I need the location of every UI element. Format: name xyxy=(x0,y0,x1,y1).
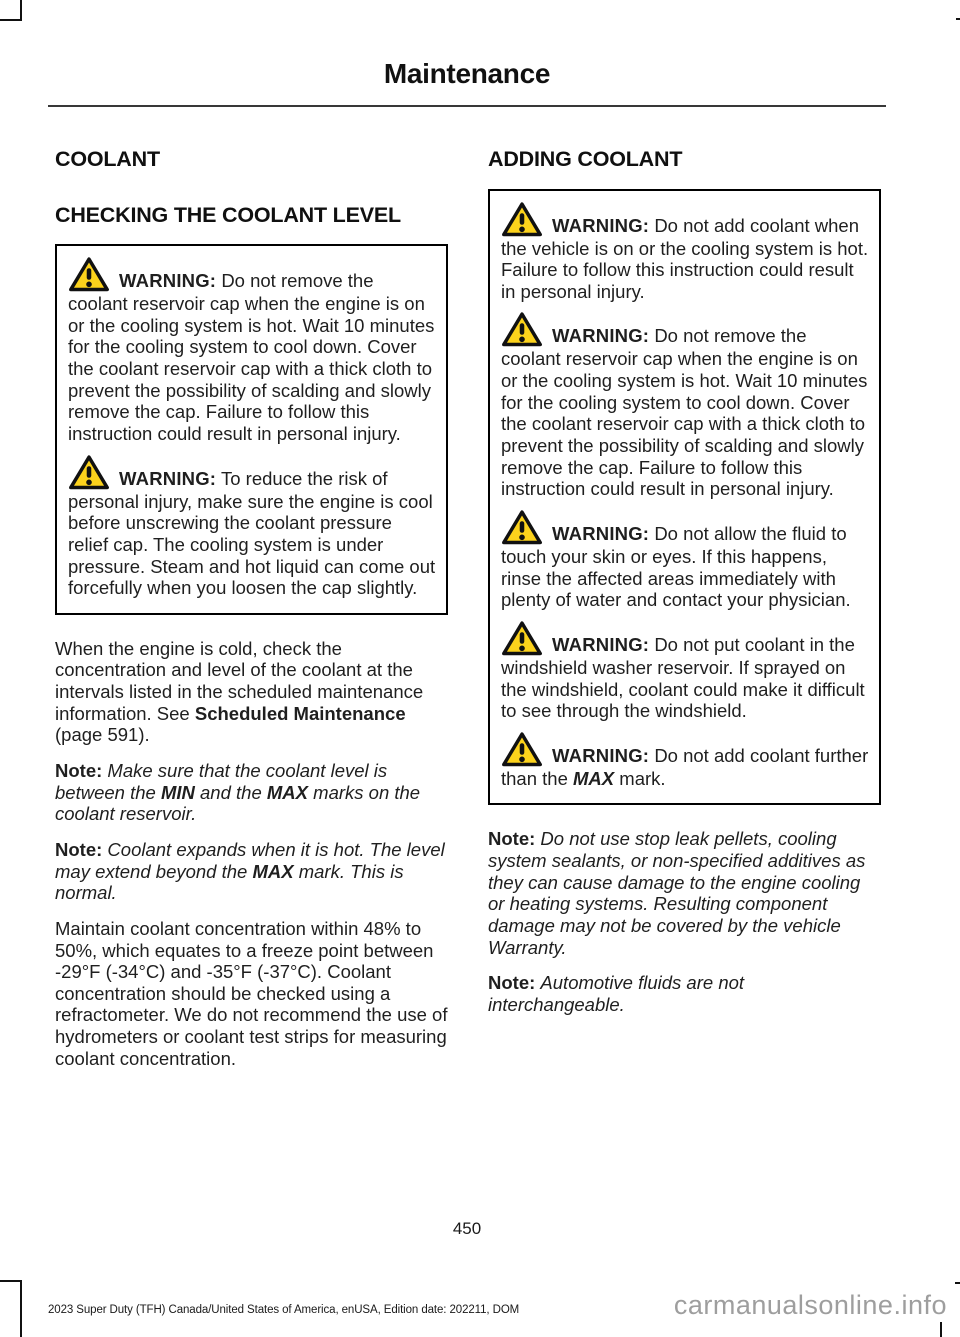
text-run: Coolant expands when it is hot. The level may extend beyond the xyxy=(55,838,445,882)
warning-triangle-icon xyxy=(68,256,110,293)
note xyxy=(488,972,881,1015)
text-run: Do not remove the coolant reservoir cap when the engine is on or the cooling system is hot. Wait 10 minutes for the cooling system to cool down. Cover the coolant reservoir cap with a thick cloth to prevent the possibility of scalding and slowly remove the cap. Failure to follow this instruction could result in personal injury. xyxy=(68,270,435,444)
text-run: MAX xyxy=(252,860,294,882)
note-label: Note: xyxy=(488,972,536,994)
warning-triangle-icon xyxy=(501,731,543,768)
warning-item xyxy=(501,311,869,499)
left-column xyxy=(55,148,448,1083)
text-run: To reduce the risk of personal injury, make sure the engine is cool before unscrewing the coolant pressure relief cap. The cooling system is under pressure. Steam and hot liquid can come out forcefully when you loosen the cap slightly. xyxy=(68,467,436,599)
warning-label: WARNING: xyxy=(119,467,217,489)
section-heading: COOLANT xyxy=(55,147,160,171)
text-run: Make sure that the coolant level is between the xyxy=(55,760,388,803)
warning-item xyxy=(501,509,869,611)
note-label: Note: xyxy=(55,760,103,782)
warning-label: WARNING: xyxy=(552,633,650,655)
text-run: MIN xyxy=(160,781,195,803)
text-run: mark. xyxy=(614,767,666,789)
warning-box xyxy=(55,244,448,615)
content-columns xyxy=(0,107,960,1083)
text-run: Do not add coolant when the vehicle is on or the cooling system is hot. Failure to follow this instruction could result in personal injury. xyxy=(501,214,869,302)
page-header xyxy=(0,0,960,107)
warning-label: WARNING: xyxy=(552,522,650,544)
warning-triangle-icon xyxy=(501,620,543,657)
text-run: Automotive fluids are not interchangeable. xyxy=(488,972,745,1015)
text-run: Do not allow the fluid to touch your skin or eyes. If this happens, rinse the affected areas immediately with plenty of water and contact your physician. xyxy=(501,522,851,611)
warning-item xyxy=(68,256,436,444)
paragraph xyxy=(55,918,448,1069)
warning-triangle-icon xyxy=(501,509,543,546)
note xyxy=(55,839,448,904)
paragraph xyxy=(55,638,448,746)
text-run: Do not remove the coolant reservoir cap when the engine is on or the cooling system is hot. Wait 10 minutes for the cooling system to cool down. Cover the coolant reservoir cap with a thick cloth to prevent the possibility of scalding and slowly remove the cap. Failure to follow this instruction could result in personal injury. xyxy=(501,325,868,500)
text-run: Do not add coolant further than the xyxy=(501,744,869,789)
warning-item xyxy=(501,731,869,790)
warning-label: WARNING: xyxy=(552,325,650,347)
note-label: Note: xyxy=(55,838,103,860)
text-run: mark. This is normal. xyxy=(55,860,404,904)
warning-triangle-icon xyxy=(68,454,110,491)
page-number: 450 xyxy=(452,1219,482,1238)
text-run: Scheduled Maintenance xyxy=(194,702,406,724)
text-run: MAX xyxy=(266,781,309,803)
crop-mark-top-right xyxy=(956,18,960,20)
warning-label: WARNING: xyxy=(552,214,650,236)
warning-item xyxy=(501,201,869,303)
footer-edition-line: 2023 Super Duty (TFH) Canada/United States of America, enUSA, Edition date: 202211, DOM xyxy=(48,1304,520,1316)
crop-mark-top-left xyxy=(0,0,22,21)
warning-label: WARNING: xyxy=(119,270,217,292)
text-run: Do not put coolant in the windshield washer reservoir. If sprayed on the windshield, coolant could make it difficult to see through the windshield. xyxy=(501,633,865,722)
warning-item xyxy=(501,620,869,722)
note xyxy=(55,760,448,825)
warning-item xyxy=(68,454,436,599)
text-run: and the xyxy=(194,781,267,803)
warning-triangle-icon xyxy=(501,201,543,238)
warning-triangle-icon xyxy=(501,311,543,348)
text-run: marks on the coolant reservoir. xyxy=(55,781,421,825)
text-run: Do not use stop leak pellets, cooling system sealants, or non-specified additives as they can cause damage to the engine cooling or heating systems. Resulting component damage may not be covered by the vehicle Warranty. xyxy=(488,828,866,958)
text-run: MAX xyxy=(573,767,615,789)
watermark: carmanualsonline.info xyxy=(673,1290,947,1320)
crop-mark-bottom-right-dash xyxy=(955,1282,960,1284)
text-run: When the engine is cold, check the concentration and level of the coolant at the intervals listed in the scheduled maintenance information. See xyxy=(55,637,424,724)
page-title: Maintenance xyxy=(383,58,551,89)
warning-label: WARNING: xyxy=(552,744,650,766)
crop-mark-bottom-left xyxy=(0,1280,22,1337)
section-heading: CHECKING THE COOLANT LEVEL xyxy=(55,202,401,227)
section-heading: ADDING COOLANT xyxy=(488,147,683,171)
right-column xyxy=(488,148,881,1083)
warning-box xyxy=(488,189,881,806)
crop-mark-bottom-right-line xyxy=(940,1322,942,1337)
note-label: Note: xyxy=(488,828,536,850)
text-run: (page 591). xyxy=(55,724,150,746)
text-run: Maintain coolant concentration within 48% to 50%, which equates to a freeze point between -29°F (-34°C) and -35°F (-37°C). Coolant concentration should be checked using a refractometer. We do not recommend the use of hydrometers or coolant test strips for measuring coolant concentration. xyxy=(55,917,448,1069)
note xyxy=(488,828,881,958)
